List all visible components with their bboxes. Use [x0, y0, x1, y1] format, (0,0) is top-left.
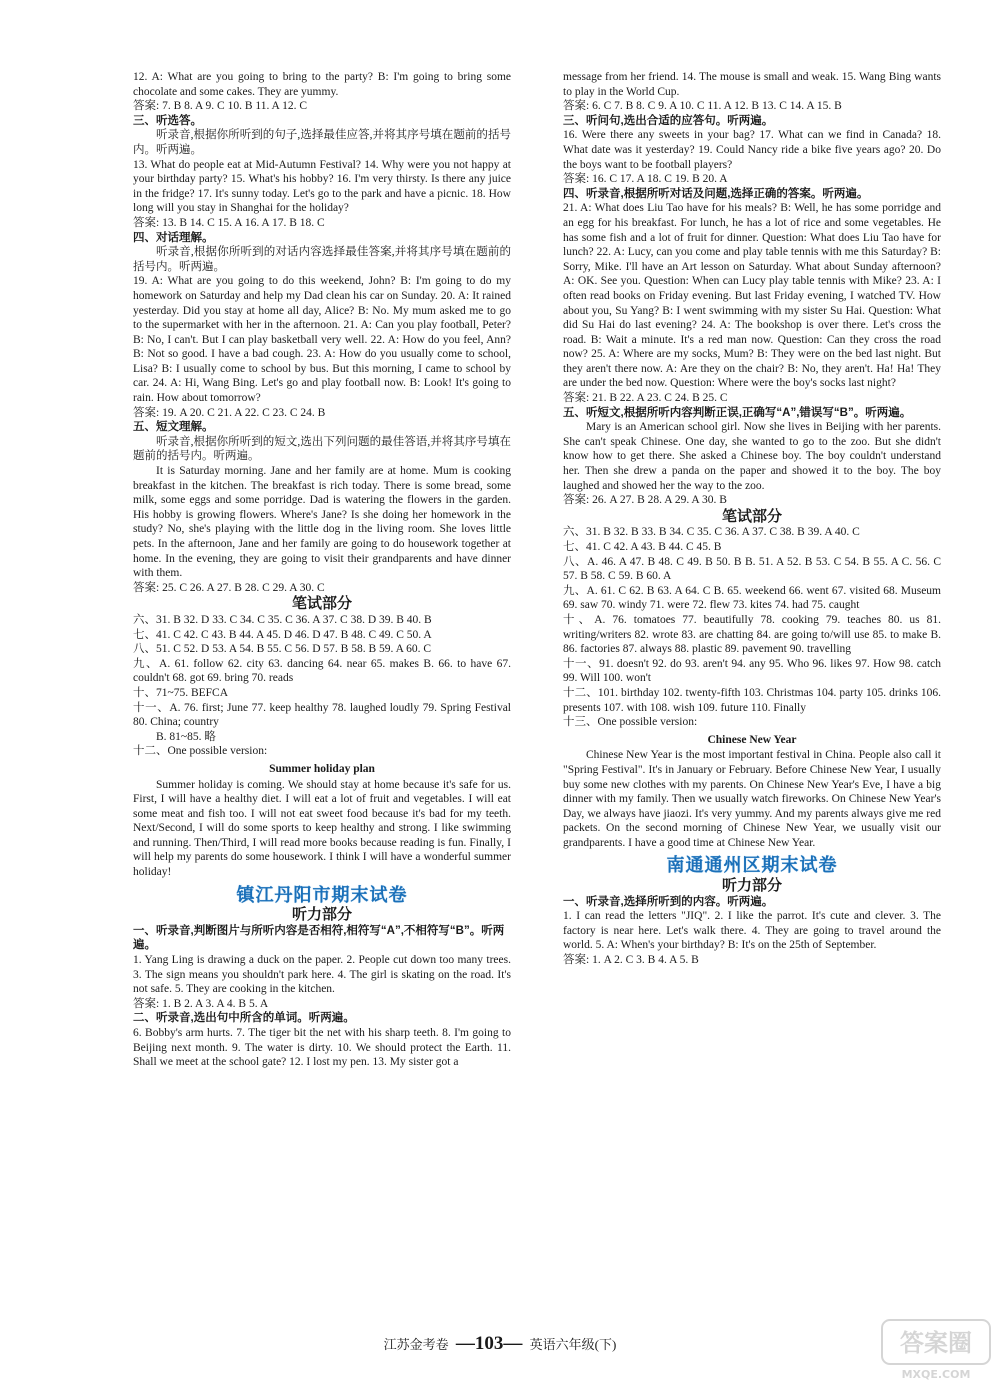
left-listening-part-heading: 听力部分: [291, 906, 352, 924]
watermark-en-text: MXQE.COM: [901, 1368, 971, 1381]
left-essay-body: Summer holiday is coming. We should stay at home because it's safe for us. First, I will have a healthy diet. I will eat a lot of fruit and vegetables. I will eat some meat and fish too. I will not eat sweet food because it's bad for my teeth. Next/Second, I will do some sports to keep healthy and strong. I like swimming and running. Then/Third, I will read more books because reading is fun. Finally, I will help my parents do some housework. I think I will have a wonderful summer holiday!: [133, 778, 511, 879]
left-written-9: 九、A. 61. follow 62. city 63. dancing 64. near 65. makes B. 66. to have 67. couldn't 68. got 69. bring 70. reads: [133, 657, 511, 685]
right-continued-13-15: message from her friend. 14. The mouse is small and weak. 15. Wang Bing wants to play in the World Cup.: [563, 71, 941, 98]
right-essay-title: Chinese New Year: [707, 733, 797, 746]
left-listening-q1-heading: 一、听录音,判断图片与所听内容是否相符,相符写“A”,不相符写“B”。听两遍。: [133, 924, 505, 952]
right-written-part-heading: 笔试部分: [721, 507, 782, 525]
right-section-5-heading: 五、听短文,根据所听内容判断正误,正确写“A”,错误写“B”。听两遍。: [563, 406, 912, 419]
left-written-12: 十二、One possible version:: [133, 745, 268, 758]
left-section-3-heading: 三、听选答。: [133, 114, 202, 127]
left-written-10: 十、71~75. BEFCA: [133, 686, 229, 699]
watermark-logo: [880, 1318, 992, 1384]
watermark-cn-text: 答案圈: [900, 1329, 972, 1357]
right-written-7: 七、41. C 42. A 43. B 44. C 45. B: [563, 541, 722, 553]
right-section-3-heading: 三、听问句,选出合适的应答句。听两遍。: [563, 114, 774, 127]
left-dialogs-19-24: 19. A: What are you going to do this weekend, John? B: I'm going to do my homework on Saturday and help my Dad clean his car on Sunday. 20. A: It rained yesterday. Did you stay at home all day, Alice? B: No. My mum asked me to go to the supermarket with her in the afternoon. 21. A: Can you play football, Peter? B: No, I can't. But I can play basketball very well. 22. A: How do you feel, Ann? B: Not so good. I have a bad cough. 23. A: How do you usually come to school, Lisa? B: I usually come to school by bus. But this morning, I came to school by car. 24. A: Hi, Wang Bing. Let's go and play football now. B: Look! It's going to rain. How about tomorrow?: [133, 275, 511, 405]
left-section-4-heading: 四、对话理解。: [133, 231, 214, 244]
right-dialogs-21-25: 21. A: What does Liu Tao have for his meals? B: Well, he has some porridge and an egg for his breakfast. For lunch, he has a lot of rice and some vegetables. He has some fish and a lot of fruit for dinner. Question: What does Liu Tao have for lunch? 22. A: Lucy, can you come and play table tennis with me this Saturday? B: Sorry, Mike. I'll have an Art lesson on Saturday. What about Sunday afternoon? A: OK. See you. Question: When can Lucy play table tennis with Mike? 23. A: I often read books on Friday evening. But last Friday evening, I watched TV. How about you, Su Yang? B: I went swimming with my sister Su Hai. Question: What did Su Hai do last evening? 24. A: The bookshop is over there. Let's cross the road. B: Wait a minute. It's a red man now. Question: Can they cross the road now? 25. A: Where are my socks, Mum? B: They were on the bed last night. But they aren't there now. A: Are they on the chair? B: No, they aren't. Ha! Ha! They are under the bed now. Question: Where were the boy's socks last night?: [563, 202, 941, 390]
right-exam-banner: 南通通州区期末试卷: [666, 855, 838, 876]
right-essay-body: Chinese New Year is the most important festival in China. People also call it "Spring Festival". It's in January or February. Before Chinese New Year, I usually buy some new clothes with my parents. On Chinese New Year's Eve, I have a big dinner with my family. Then we usually watch fireworks. On Chinese New Year's Day, we always have jiaozi. It's very yummy. And my parents always give me red packets. On the second morning of Chinese New Year, we usually visit our grandparents. I have a good time at Chinese New Year.: [563, 749, 941, 849]
right-written-9: 九、A. 61. C 62. B 63. A 64. C B. 65. weekend 66. went 67. visited 68. Museum 69. saw 70. windy 71. were 72. flew 73. kites 74. had 75. caught: [563, 584, 941, 612]
right-written-13: 十三、One possible version:: [563, 716, 698, 729]
left-listening-q1-text: 1. Yang Ling is drawing a duck on the paper. 2. People cut down too many trees. 3. The sign means you shouldn't park here. 4. The girl is skating on the road. It's not safe. 5. They are cooking in the kitchen.: [133, 954, 511, 996]
left-answers-13-18: 答案: 13. B 14. C 15. A 16. A 17. B 18. C: [133, 216, 325, 229]
left-column: [133, 70, 511, 1070]
right-column: [563, 70, 941, 968]
left-section-5-heading: 五、短文理解。: [133, 421, 214, 434]
page-footer: [0, 1333, 1000, 1355]
left-questions-13-18: 13. What do people eat at Mid-Autumn Festival? 14. Why were you not happy at your birthday party? 15. What's his hobby? 16. I'm very thirsty. Is there any juice in the fridge? 17. It's sunny today. Let's go to the park and have a picnic. 18. How long will you stay in Shanghai for the holiday?: [133, 158, 511, 215]
footer-subject: 英语六年级(下): [529, 1337, 617, 1352]
left-written-7: 七、41. C 42. C 43. B 44. A 45. D 46. D 47. B 48. C 49. C 50. A: [133, 628, 432, 641]
left-dialog-12: 12. A: What are you going to bring to the party? B: I'm going to bring some chocolate and some cakes. They are yummy.: [133, 71, 511, 98]
right-written-8: 八、A. 46. A 47. B 48. C 49. B 50. B B. 51. A 52. B 53. C 54. B 55. A C. 56. C 57. B 58. C 59. B 60. A: [563, 555, 941, 583]
left-section-5-instructions: 听录音,根据你所听到的短文,选出下列问题的最佳答语,并将其序号填在题前的括号内。听两遍。: [133, 435, 511, 463]
left-listening-q2-heading: 二、听录音,选出句中所含的单词。听两遍。: [133, 1012, 355, 1025]
left-section-3-instructions: 听录音,根据你所听到的句子,选择最佳应答,并将其序号填在题前的括号内。听两遍。: [133, 129, 511, 156]
left-listening-q2-text: 6. Bobby's arm hurts. 7. The tiger bit the net with his sharp teeth. 8. I'm going to Beijing next month. 9. The water is dirty. 10. We should protect the Earth. 11. Shall we meet at the school gate? 12. I lost my pen. 13. My sister got a: [133, 1027, 511, 1069]
footer-page-number: —103—: [455, 1333, 523, 1354]
left-answers-19-24: 答案: 19. A 20. C 21. A 22. C 23. C 24. B: [133, 406, 326, 419]
right-listening-part-heading: 听力部分: [721, 877, 782, 895]
left-essay-title: Summer holiday plan: [269, 762, 375, 775]
right-answers-6-15: 答案: 6. C 7. B 8. C 9. A 10. C 11. A 12. B 13. C 14. A 15. B: [563, 100, 842, 113]
right-answers-21-25: 答案: 21. B 22. A 23. C 24. B 25. C: [563, 392, 728, 405]
left-passage-saturday: It is Saturday morning. Jane and her family are at home. Mum is cooking breakfast in the kitchen. The breakfast is rich today. There is some bread, some milk, some eggs and some porridge. Dad is watering the flowers in the garden. His hobby is growing flowers. Where's Jane? Is she doing her homework in the study? No, she's playing with the little dog in the living room. She loves little pets. In the afternoon, Jane and her family are going to do housework together at home. In the evening, they are going to visit their grandparents and have dinner with them.: [133, 465, 511, 580]
left-section-4-instructions: 听录音,根据你所听到的对话内容选择最佳答案,并将其序号填在题前的括号内。听两遍。: [133, 246, 511, 273]
footer-book-title: 江苏金考卷: [383, 1337, 449, 1352]
right-written-11: 十一、91. doesn't 92. do 93. aren't 94. any 95. Who 96. likes 97. How 98. catch 99. Will 100. won't: [563, 657, 941, 685]
right-written-12: 十二、101. birthday 102. twenty-fifth 103. Christmas 104. party 105. drinks 106. presents 107. with 108. wish 109. future 110. Finally: [563, 686, 941, 714]
left-listening-q1-answers: 答案: 1. B 2. A 3. A 4. B 5. A: [133, 997, 269, 1010]
right-written-6: 六、31. B 32. B 33. B 34. C 35. C 36. A 37. C 38. B 39. A 40. C: [563, 526, 860, 539]
left-exam-banner: 镇江丹阳市期末试卷: [236, 884, 408, 905]
right-listening-q1-answers: 答案: 1. A 2. C 3. B 4. A 5. B: [563, 954, 699, 967]
right-written-10: 十、A. 76. tomatoes 77. beautifully 78. cooking 79. teaches 80. us 81. writing/writers 82. wrote 83. are chatting 84. are going to/will use 85. to make B. 86. factories 87. always 88. plastic 89. pavement 90. travelling: [563, 613, 941, 656]
right-listening-q1-heading: 一、听录音,选择所听到的内容。听两遍。: [563, 895, 774, 908]
right-listening-q1-text: 1. I can read the letters "JIQ". 2. I like the parrot. It's cute and clever. 3. The factory is near here. Let's walk there. 4. They are going to travel around the world. 5. A: When's your birthday? B: It's on the 25th of September.: [563, 910, 941, 952]
left-answers-7-12: 答案: 7. B 8. A 9. C 10. B 11. A 12. C: [133, 100, 308, 113]
left-written-6: 六、31. B 32. D 33. C 34. C 35. C 36. A 37. C 38. D 39. B 40. B: [133, 613, 432, 626]
right-section-4-heading: 四、听录音,根据所听对话及问题,选择正确的答案。听两遍。: [563, 187, 869, 200]
right-answers-26-30: 答案: 26. A 27. B 28. A 29. A 30. B: [563, 494, 727, 507]
left-written-11: 十一、A. 76. first; June 77. keep healthy 78. laughed loudly 79. Spring Festival 80. China; country: [133, 701, 511, 729]
left-written-8: 八、51. C 52. D 53. A 54. B 55. C 56. D 57. B 58. B 59. A 60. C: [133, 643, 432, 656]
right-answers-16-20: 答案: 16. C 17. A 18. C 19. B 20. A: [563, 173, 728, 186]
left-answers-25-30: 答案: 25. C 26. A 27. B 28. C 29. A 30. C: [133, 581, 325, 594]
right-passage-mary: Mary is an American school girl. Now she lives in Beijing with her parents. She can't speak Chinese. One day, she wanted to go to the zoo. But she didn't know how to get there. She asked a Chinese boy. The boy couldn't understand her. Then she drew a panda on the paper and showed it to the boy. The boy laughed and showed her the way to the zoo.: [563, 421, 941, 492]
left-written-part-heading: 笔试部分: [291, 595, 352, 613]
right-questions-16-20: 16. Were there any sweets in your bag? 17. What can we find in Canada? 18. What date was it yesterday? 19. Could Nancy ride a bike five years ago? 20. Do the boys want to be football players?: [563, 129, 941, 171]
left-written-11b: B. 81~85. 略: [156, 730, 216, 743]
